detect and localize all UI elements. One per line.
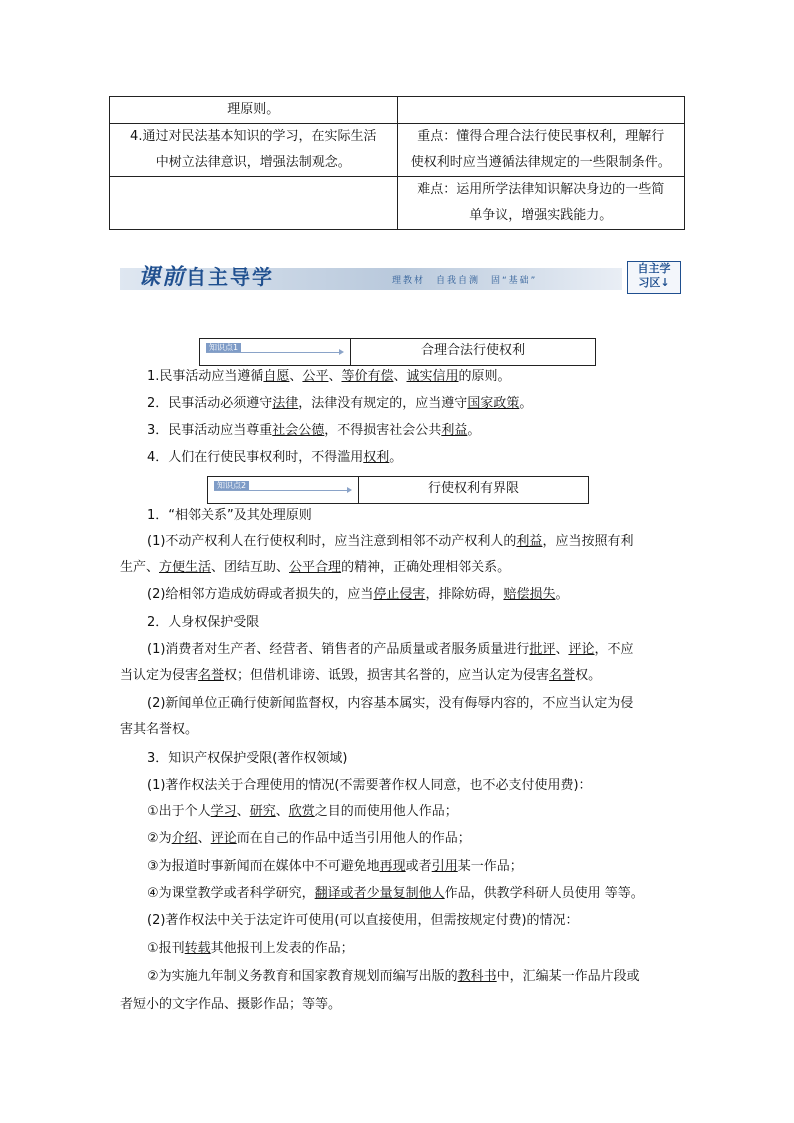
arrow-icon bbox=[206, 352, 340, 353]
text-line: 4．人们在行使民事权利时，不得滥用权利。 bbox=[147, 450, 403, 465]
knowledge-point-label: 知识点1 bbox=[206, 343, 241, 353]
text-line: 1.民事活动应当遵循自愿、公平、等价有偿、诚实信用的原则。 bbox=[147, 369, 511, 384]
text-line: (1)消费者对生产者、经营者、销售者的产品质量或者服务质量进行批评、评论，不应 bbox=[147, 642, 634, 657]
text-line: 害其名誉权。 bbox=[120, 722, 199, 737]
objectives-table bbox=[109, 96, 685, 230]
table-row bbox=[110, 177, 685, 230]
table-cell bbox=[110, 124, 398, 177]
cell-line: 中树立法律意识，增强法制观念。 bbox=[155, 155, 351, 170]
cell-line: 4.通过对民法基本知识的学习，在实际生活 bbox=[130, 129, 377, 144]
self-study-tag bbox=[627, 261, 681, 294]
knowledge-point-title: 行使权利有界限 bbox=[427, 481, 519, 496]
table-cell bbox=[110, 177, 398, 230]
list-item: ①报刊转载其他报刊上发表的作品； bbox=[147, 941, 354, 956]
cell-line: 难点：运用所学法律知识解决身边的一些简 bbox=[417, 182, 665, 197]
cell-line: 使权利时应当遵循法律规定的一些限制条件。 bbox=[410, 155, 671, 170]
heading-line: 1．“相邻关系”及其处理原则 bbox=[147, 508, 312, 523]
tag-line-1: 自主学 bbox=[637, 262, 671, 275]
text-line: (1)著作权法关于合理使用的情况(不需要著作权人同意，也不必支付使用费)： bbox=[147, 778, 592, 793]
text-line: (2)著作权法中关于法定许可使用(可以直接使用，但需按规定付费)的情况： bbox=[147, 913, 579, 928]
text-line: (1)不动产权利人在行使权利时，应当注意到相邻不动产权利人的利益，应当按照有利 bbox=[147, 534, 634, 549]
list-item: ②为介绍、评论而在自己的作品中适当引用他人的作品； bbox=[147, 831, 471, 846]
banner-title-rest: 自主导学 bbox=[186, 265, 275, 289]
knowledge-point-label: 知识点2 bbox=[214, 481, 249, 491]
text-line: (2)给相邻方造成妨碍或者损失的，应当停止侵害，排除妨碍，赔偿损失。 bbox=[147, 587, 569, 602]
banner-title bbox=[138, 260, 274, 291]
list-item: ③为报道时事新闻而在媒体中不可避免地再现或者引用某一作品； bbox=[147, 859, 523, 874]
knowledge-point-label-area bbox=[208, 477, 359, 503]
text-line: 生产、方便生活、团结互助、公平合理的精神，正确处理相邻关系。 bbox=[120, 560, 511, 575]
banner-title-big: 课前 bbox=[138, 264, 187, 290]
section-banner bbox=[120, 260, 680, 292]
list-item: ④为课堂教学或者科学研究，翻译或者少量复制他人作品，供教学科研人员使用 等等。 bbox=[147, 886, 644, 901]
text-line: (2)新闻单位正确行使新闻监督权，内容基本属实，没有侮辱内容的，不应当认定为侵 bbox=[147, 696, 634, 711]
table-cell bbox=[397, 177, 685, 230]
arrow-icon bbox=[214, 490, 348, 491]
tag-line-2: 习区↓ bbox=[638, 276, 670, 289]
knowledge-point-1-box bbox=[199, 338, 596, 366]
cell-line: 重点：懂得合理合法行使民事权利，理解行 bbox=[417, 129, 665, 144]
table-cell bbox=[397, 124, 685, 177]
text-line: 3．民事活动应当尊重社会公德，不得损害社会公共利益。 bbox=[147, 423, 481, 438]
text-line: 者短小的文字作品、摄影作品；等等。 bbox=[120, 997, 342, 1012]
text-line: 当认定为侵害名誉权；但借机诽谤、诋毁，损害其名誉的，应当认定为侵害名誉权。 bbox=[120, 668, 602, 683]
knowledge-point-title: 合理合法行使权利 bbox=[420, 343, 525, 358]
heading-line: 2．人身权保护受限 bbox=[147, 615, 260, 630]
knowledge-point-2-box bbox=[207, 476, 589, 504]
text-line: 2．民事活动必须遵守法律，法律没有规定的，应当遵守国家政策。 bbox=[147, 396, 533, 411]
banner-slogan: 理教材 自我自测 固“基础” bbox=[392, 276, 538, 286]
list-item: ①出于个人学习、研究、欣赏之目的而使用他人作品； bbox=[147, 804, 458, 819]
knowledge-point-label-area bbox=[200, 339, 351, 365]
table-cell bbox=[397, 97, 685, 124]
table-row bbox=[110, 124, 685, 177]
list-item: ②为实施九年制义务教育和国家教育规划而编写出版的教科书中，汇编某一作品片段或 bbox=[147, 969, 640, 984]
cell-line: 理原则。 bbox=[227, 102, 280, 117]
heading-line: 3．知识产权保护受限(著作权领域) bbox=[147, 751, 348, 766]
cell-line: 单争议，增强实践能力。 bbox=[469, 208, 613, 223]
table-row bbox=[110, 97, 685, 124]
table-cell bbox=[110, 97, 398, 124]
